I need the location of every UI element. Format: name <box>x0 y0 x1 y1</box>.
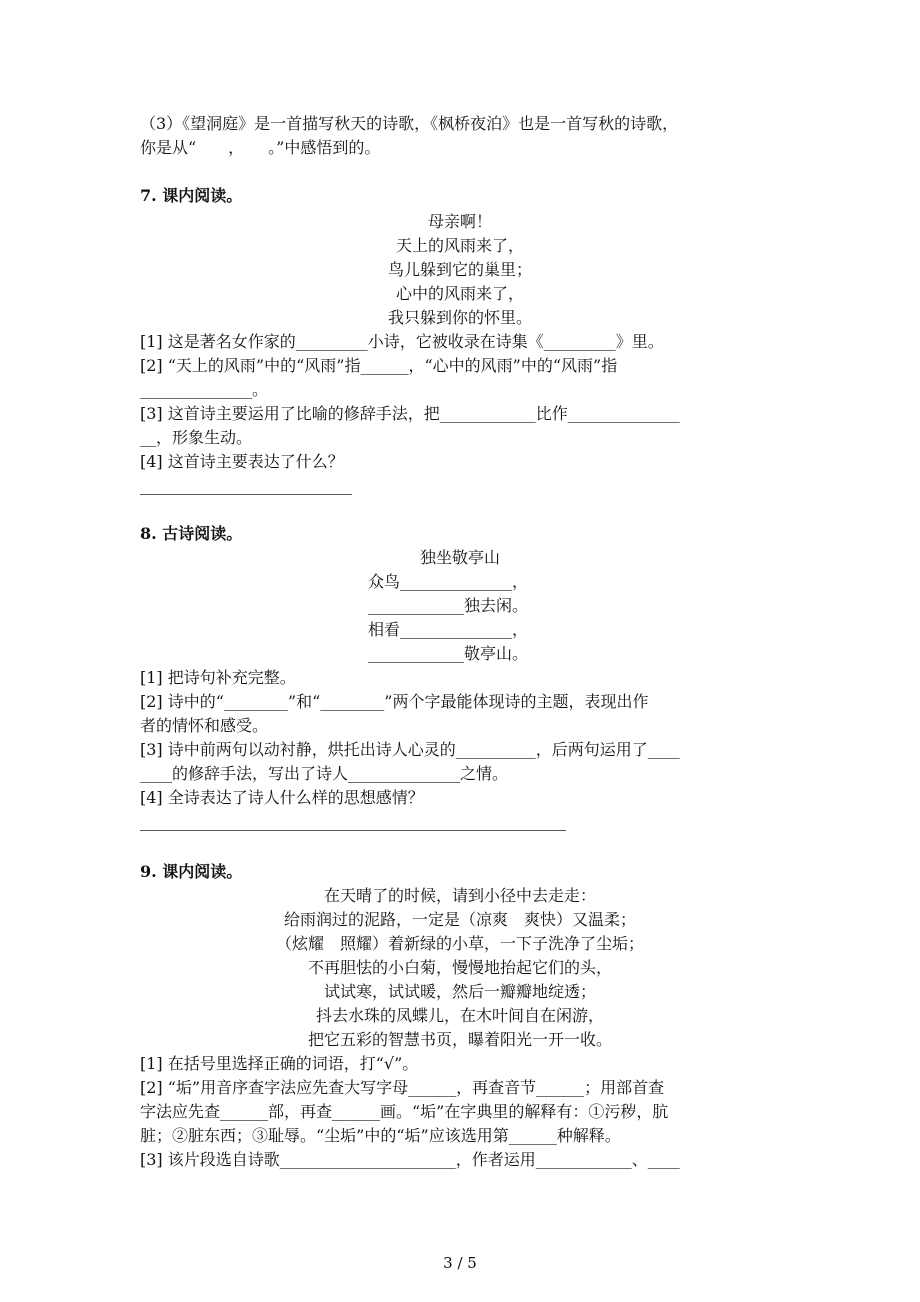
section7-poem-line: 心中的风雨来了， <box>395 284 524 303</box>
section9-poem-line: 抖去水珠的凤蝶儿，在木叶间自在闲游， <box>315 1006 604 1025</box>
section9-q1: [1] 在括号里选择正确的词语，打“√”。 <box>140 1054 419 1073</box>
section7-q2-line-2: ______________。 <box>140 380 269 399</box>
q3-line-1: （3）《望洞庭》是一首描写秋天的诗歌，《枫桥夜泊》也是一首写秋的诗歌， <box>140 114 679 133</box>
section8-q4: [4] 全诗表达了诗人什么样的思想感情？ <box>140 788 424 807</box>
section9-poem-line: 在天晴了的时候，请到小径中去走走： <box>323 886 596 905</box>
q3-line-2: 你是从“ ， 。”中感悟到的。 <box>140 138 381 157</box>
section7-heading: 7. 课内阅读。 <box>140 186 243 205</box>
section7-poem-line: 母亲啊！ <box>427 212 492 231</box>
section8-poem-title: 独坐敬亭山 <box>419 548 500 567</box>
section8-q2-line-1: [2] 诗中的“________”和“________”两个字最能体现诗的主题，表现出作 <box>140 692 649 711</box>
section8-poem-line: 众鸟______________， <box>368 572 529 591</box>
section9-poem-line: 不再胆怯的小白菊，慢慢地抬起它们的头， <box>307 958 612 977</box>
section8-q3-line-2: ____的修辞手法，写出了诗人______________之情。 <box>140 764 509 783</box>
section7-poem-line: 天上的风雨来了， <box>395 236 524 255</box>
section9-poem-line: 试试寒，试试暖，然后一瓣瓣地绽透； <box>323 982 596 1001</box>
page-number: 3 / 5 <box>443 1254 477 1272</box>
section8-poem-line: 相看______________， <box>368 620 529 639</box>
section8-q1: [1] 把诗句补充完整。 <box>140 668 296 687</box>
section8-poem-line: ____________敬亭山。 <box>368 644 529 663</box>
section8-poem-line: ____________独去闲。 <box>368 596 529 615</box>
section7-poem-line: 我只躲到你的怀里。 <box>387 308 532 327</box>
section9-q3-line-1: [3] 该片段选自诗歌______________________，作者运用____________、____ <box>140 1150 680 1169</box>
section9-q2-line-2: 字法应先查______部，再查______画。“垢”在字典里的解释有：①污秽，肮 <box>140 1102 669 1121</box>
section7-q1: [1] 这是著名女作家的_________小诗，它被收录在诗集《_________》里。 <box>140 332 664 351</box>
section9-q2-line-3: 脏；②脏东西；③耻辱。“尘垢”中的“垢”应该选用第______种解释。 <box>140 1126 621 1145</box>
section8-q3-line-1: [3] 诗中前两句以动衬静，烘托出诗人心灵的__________，后两句运用了____ <box>140 740 680 759</box>
section8-q2-line-2: 者的情怀和感受。 <box>140 716 269 735</box>
section7-q3-line-1: [3] 这首诗主要运用了比喻的修辞手法，把____________比作______________ <box>140 404 680 423</box>
section7-q3-line-2: __，形象生动。 <box>140 428 253 447</box>
section9-heading: 9. 课内阅读。 <box>140 862 243 881</box>
section9-poem-line: （炫耀 照耀）着新绿的小草，一下子洗净了尘垢； <box>275 934 644 953</box>
section9-q2-line-1: [2] “垢”用音序查字法应先查大写字母______，再查音节______；用部首查 <box>140 1078 665 1097</box>
section8-heading: 8. 古诗阅读。 <box>140 524 243 543</box>
section7-q2-line-1: [2] “天上的风雨”中的“风雨”指______，“心中的风雨”中的“风雨”指 <box>140 356 618 375</box>
section7-q4: [4] 这首诗主要表达了什么？ <box>140 452 344 471</box>
section9-poem-line: 把它五彩的智慧书页，曝着阳光一开一收。 <box>307 1030 612 1049</box>
section9-poem-line: 给雨润过的泥路，一定是（凉爽 爽快）又温柔； <box>283 910 636 929</box>
section7-poem-line: 鸟儿躲到它的巢里； <box>387 260 532 279</box>
section8-answer-line <box>140 830 566 831</box>
section7-answer-line <box>140 494 352 495</box>
